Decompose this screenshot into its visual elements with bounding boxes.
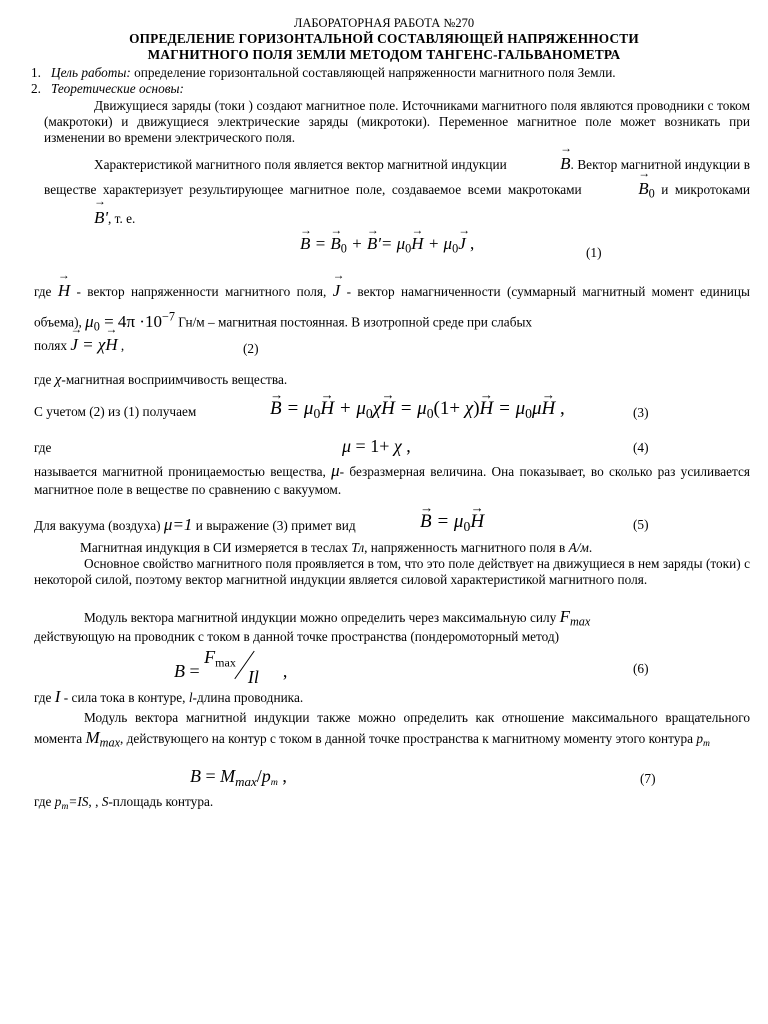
equation-3: → $B = \mu_0\to H + \mu_0\chi\to H = \mu_0(1+ \chi)\to H = \mu_0\mu\to H$ , xyxy=(270,398,565,422)
equation-3-number: (3) xyxy=(633,405,649,420)
paragraph-permeability: называется магнитной проницаемостью вещества, μ- безразмерная величина. Она показывает, во сколько раз усиливается магнитное поле в веществе по сравнению с вакуумом. xyxy=(34,461,750,497)
paragraph-force-method: Модуль вектора магнитной индукции можно определить через максимальную силу $F_{max}$ xyxy=(84,607,591,629)
paragraph-current-length: где I - сила тока в контуре, l-длина проводника. xyxy=(34,687,304,706)
paragraph-magnetic-moment: где $p_m=IS$, , S-площадь контура. xyxy=(34,794,214,812)
equation-6-number: (6) xyxy=(633,661,649,676)
paragraph-moving-charges: Движущиеся заряды (токи ) создают магнитное поле. Источниками магнитного поля являются проводники с током (макротоки) и движущиеся электрические заряды (микротоки). Переменное магнитное поле может возникать при изменении во времени электрического поля. xyxy=(44,98,750,145)
equation-7-number: (7) xyxy=(640,771,656,786)
paragraph-induction-vector: Характеристикой магнитного поля является вектор магнитной индукции → B. Вектор магнитной индукции в веществе характеризует результирующее магнитное поле, создаваемое всеми макротоками → $B_0$ и микротоками → B', т. е. xyxy=(44,152,750,231)
goal-text: определение горизонтальной составляющей напряженности магнитного поля Земли. xyxy=(130,65,616,80)
paragraph-vacuum: Для вакуума (воздуха) μ=1 и выражение (3) примет вид xyxy=(34,515,356,534)
equation-5: → $B = \mu_0\to H$ xyxy=(420,511,484,535)
equation-1: → B = → $B_0$ + → $B'= \mu_0\to H + \mu_0\to J$ , xyxy=(300,234,474,257)
equation-4: μ = 1+ χ , xyxy=(342,436,411,456)
lab-number: ЛАБОРАТОРНАЯ РАБОТА №270 xyxy=(293,16,475,30)
list-number-2: 2. xyxy=(31,81,41,96)
list-item-theory xyxy=(31,81,751,97)
list-item-goal xyxy=(31,65,751,81)
paragraph-weak-fields: полях → J = χ→ H , xyxy=(34,333,124,358)
equation-4-number: (4) xyxy=(633,440,649,455)
title-line-1: ОПРЕДЕЛЕНИЕ ГОРИЗОНТАЛЬНОЙ СОСТАВЛЯЮЩЕЙ НАПРЯЖЕННОСТИ xyxy=(129,31,639,46)
title-line-2: МАГНИТНОГО ПОЛЯ ЗЕМЛИ МЕТОДОМ ТАНГЕНС-ГАЛЬВАНОМЕТРА xyxy=(147,47,621,62)
paragraph-force-method-cont: действующую на проводник с током в данной точке пространства (пондеромоторный метод) xyxy=(34,629,560,644)
equation-2-number: (2) xyxy=(243,341,259,356)
paragraph-torque-method: Модуль вектора магнитной индукции также можно определить как отношение максимального вращательного момента $M_{max}$, действующего на контур с током в данной точке пространства к магнитному моменту этого контура $p_m$ xyxy=(34,710,750,750)
paragraph-field-vectors: где → H - вектор напряженности магнитного поля, → J - вектор намагниченности (суммарный магнитный момент единицы объема), $\mu_0 = 4\pi \cdot 10^{-7}$ Гн/м – магнитная постоянная. В изотропной среде при слабых xyxy=(34,279,750,338)
equation-5-number: (5) xyxy=(633,517,649,532)
list-number-1: 1. xyxy=(31,65,41,80)
goal-label: Цель работы: xyxy=(50,65,131,80)
paragraph-combining: С учетом (2) из (1) получаем xyxy=(34,404,197,419)
equation-1-number: (1) xyxy=(586,245,602,260)
theory-label: Теоретические основы: xyxy=(50,81,184,96)
paragraph-susceptibility: где χ-магнитная восприимчивость вещества. xyxy=(34,372,288,388)
paragraph-where: где xyxy=(34,440,52,455)
paragraph-main-property: Основное свойство магнитного поля проявляется в том, что это поле действует на движущиеся в нем заряды (токи) с некоторой силой, поэтому вектор магнитной индукции является силовой характеристикой магнитного поля. xyxy=(34,556,750,587)
equation-6: $B = F_{max}Il$ , xyxy=(174,647,288,688)
equation-7: $B = M_{max}/p_m$ , xyxy=(190,766,287,789)
paragraph-si-units: Магнитная индукция в СИ измеряется в теслах Тл, напряженность магнитного поля в А/м. xyxy=(80,540,593,555)
